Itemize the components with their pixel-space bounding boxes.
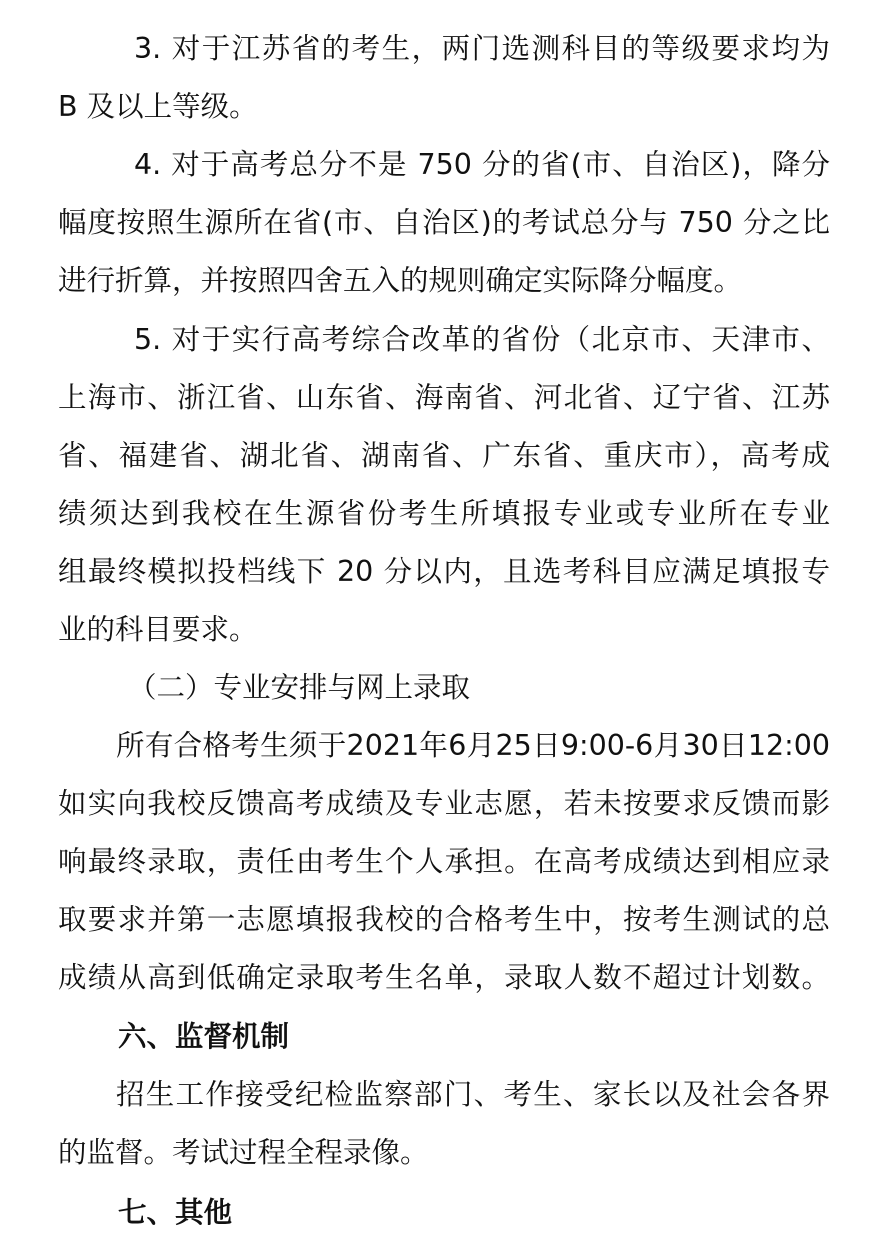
text-line: B 及以上等级。 <box>58 90 258 123</box>
text-line: 3. 对于江苏省的考生，两门选测科目的等级要求均为 <box>134 32 830 65</box>
text-line: 省、福建省、湖北省、湖南省、广东省、重庆市），高考成 <box>58 439 830 472</box>
section-subheading: （二）专业安排与网上录取 <box>128 671 471 704</box>
text-line: 进行折算，并按照四舍五入的规则确定实际降分幅度。 <box>58 264 743 297</box>
text-line: 取要求并第一志愿填报我校的合格考生中，按考生测试的总 <box>58 903 830 936</box>
text-line: 5. 对于实行高考综合改革的省份（北京市、天津市、 <box>134 323 830 356</box>
text-line: 绩须达到我校在生源省份考生所填报专业或专业所在专业 <box>58 497 830 530</box>
text-line: 4. 对于高考总分不是 750 分的省(市、自治区)，降分 <box>134 148 830 181</box>
text-line: 的监督。考试过程全程录像。 <box>58 1136 429 1169</box>
text-line: 组最终模拟投档线下 20 分以内，且选考科目应满足填报专 <box>58 555 830 588</box>
text-line: 成绩从高到低确定录取考生名单，录取人数不超过计划数。 <box>58 961 830 994</box>
text-line: 招生工作接受纪检监察部门、考生、家长以及社会各界 <box>116 1078 830 1111</box>
section-heading-supervision: 六、监督机制 <box>118 1020 290 1053</box>
text-line: 业的科目要求。 <box>58 613 258 646</box>
text-line: 上海市、浙江省、山东省、海南省、河北省、辽宁省、江苏 <box>58 381 830 414</box>
section-heading-other: 七、其他 <box>118 1196 233 1229</box>
text-line: 所有合格考生须于2021年6月25日9:00-6月30日12:00 <box>116 729 830 762</box>
text-line: 响最终录取，责任由考生个人承担。在高考成绩达到相应录 <box>58 845 830 878</box>
text-line: 如实向我校反馈高考成绩及专业志愿，若未按要求反馈而影 <box>58 787 830 820</box>
text-line: 幅度按照生源所在省(市、自治区)的考试总分与 750 分之比 <box>58 206 830 239</box>
